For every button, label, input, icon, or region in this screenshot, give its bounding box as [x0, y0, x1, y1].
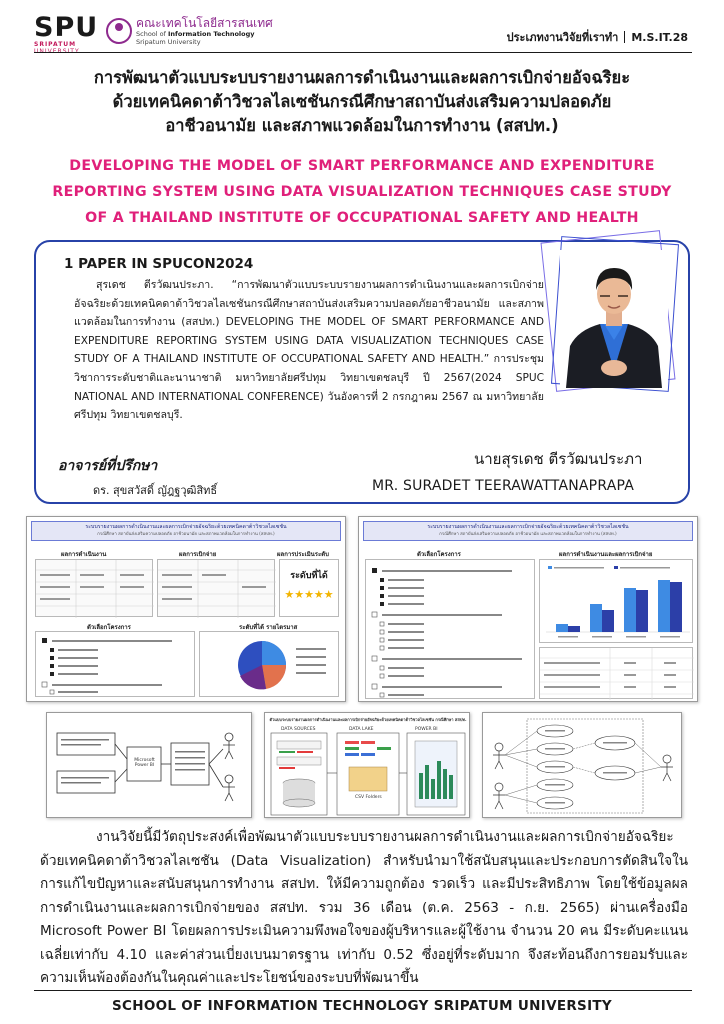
spu-logo-text: SPU	[34, 12, 99, 43]
title-english-line: OF A THAILAND INSTITUTE OF OCCUPATIONAL SAFETY AND HEALTH	[85, 210, 639, 226]
page-header	[0, 0, 724, 52]
diagram1-powerbi-label: Microsoft Power BI	[134, 758, 155, 768]
research-summary: งานวิจัยนี้มีวัตถุประสงค์เพื่อพัฒนาตัวแบบระบบรายงานผลการดำเนินงานและผลการเบิกจ่ายอัจฉริยะด้วยเทคนิคดาต้าวิชวลไลเซชัน (Data Visualization) สำหรับนำมาใช้สนับสนุนและประกอบการตัดสินใจในการแก้ไขปัญหาและสนับสนุนการทำงาน สสปท. ให้มีความถูกต้อง รวดเร็ว และมีประสิทธิภาพ โดยใช้ข้อมูลผลการดำเนินงานและผลการเบิกจ่ายของ สสปท. รวม 36 เดือน (ต.ค. 2563 - ก.ย. 2565) ผ่านเครื่องมือ Microsoft Power BI โดยผลการประเมินความพึงพอใจของผู้บริหารและผู้ใช้งาน จำนวน 20 คน มีระดับคะแนนเฉลี่ยเท่ากับ 4.10 และค่าส่วนเบี่ยงเบนมาตรฐาน เท่ากับ 0.52 ซึ่งอยู่ที่ระดับมาก จึงสะท้อนถึงการยอมรับและความเห็นพ้องต้องกันในคุณค่าและประโยชน์ของระบบที่พัฒนาขึ้น	[40, 829, 688, 986]
student-name-en: MR. SURADET TEERAWATTANAPRAPA	[372, 478, 634, 494]
title-thai	[40, 66, 684, 138]
diagram2-title: ตัวแบบระบบรายงานผลการดำเนินงานและผลการเบิกจ่ายอัจฉริยะด้วยเทคนิคดาต้าวิชวลไลเซชัน กรณีศึกษา สสปท.	[269, 717, 467, 722]
dashboard2-data-table	[539, 647, 693, 699]
faculty-name-th: คณะเทคโนโลยีสารสนเทศ	[136, 16, 273, 30]
dashboard1-header	[31, 521, 341, 541]
paper-citation: สุรเดช ตีรวัฒนประภา. “การพัฒนาตัวแบบระบบรายงานผลการดำเนินงานและผลการเบิกจ่ายอัจฉริยะด้วยเทคนิคดาต้าวิชวลไลเซชันกรณีศึกษาสถาบันส่งเสริมความปลอดภัยอาชีวอนามัย และสภาพแวดล้อมในการทำงาน (สสปท.) DEVELOPING THE MODEL OF SMART PERFORMANCE AND EXPENDITURE REPORTING SYSTEM USING DATA VISUALIZATION TECHNIQUES CASE STUDY OF A THAILAND INSTITUTE OF OCCUPATIONAL SAFETY AND HEALTH.” การประชุมวิชาการระดับชาติและนานาชาติ มหาวิทยาลัยศรีปทุม วิทยาเขตชลบุรี ปี 2567(2024 SPUC NATIONAL AND INTERNATIONAL CONFERENCE) วันอังคารที่ 2 กรกฎาคม 2567 ณ มหาวิทยาลัยศรีปทุม วิทยาเขตชลบุรี.	[74, 279, 544, 422]
dashboard1-filter-title: ตัวเลือกโครงการ	[87, 624, 131, 631]
dashboard1-rating-card	[279, 559, 339, 617]
research-category	[507, 28, 688, 46]
category-label: ประเภทงานวิจัยที่เราทำ	[506, 31, 619, 44]
header-divider	[34, 52, 692, 53]
dashboard2-header	[363, 521, 693, 541]
dashboard2-filter-title: ตัวเลือกโครงการ	[417, 551, 461, 558]
paper-heading: 1 PAPER IN SPUCON2024	[64, 256, 254, 272]
diagram2-col3: POWER BI	[415, 727, 438, 732]
title-thai-line: อาชีวอนามัย และสภาพแวดล้อมในการทำงาน (สสปท.)	[165, 116, 559, 135]
title-english	[40, 153, 684, 231]
dashboard1-panel1-title: ผลการดำเนินงาน	[61, 551, 107, 558]
dashboard2-title: ระบบรายงานผลการดำเนินงานและผลการเบิกจ่ายอัจฉริยะด้วยเทคนิคดาต้าวิชวลไลเซชัน	[427, 524, 629, 530]
title-english-line: DEVELOPING THE MODEL OF SMART PERFORMANCE AND EXPENDITURE	[69, 158, 655, 174]
dashboard-screenshot-1	[26, 516, 346, 702]
title-thai-line: การพัฒนาตัวแบบระบบรายงานผลการดำเนินงานและผลการเบิกจ่ายอัจฉริยะ	[93, 68, 631, 87]
spu-logo	[34, 14, 104, 48]
faculty-logo	[106, 14, 273, 48]
dashboard1-expenditure-table	[157, 559, 275, 617]
diagram2-col1: DATA SOURCES	[281, 727, 316, 732]
student-name-th: นายสุรเดช ตีรวัฒนประภา	[474, 450, 643, 468]
dashboard1-panel3-title: ผลการประเมินระดับ	[277, 551, 329, 558]
dashboard1-rating-label: ระดับที่ได้	[290, 571, 328, 581]
title-thai-line: ด้วยเทคนิคดาต้าวิชวลไลเซชันกรณีศึกษาสถาบันส่งเสริมความปลอดภัย	[112, 92, 612, 111]
page-footer: SCHOOL OF INFORMATION TECHNOLOGY SRIPATUM UNIVERSITY	[112, 998, 612, 1014]
title-english-line: REPORTING SYSTEM USING DATA VISUALIZATION TECHNIQUES CASE STUDY	[52, 184, 672, 200]
student-photo	[560, 250, 668, 388]
diagram-architecture	[264, 712, 470, 818]
faculty-emblem-icon	[106, 18, 132, 44]
diagram-data-flow	[46, 712, 252, 818]
dashboard1-subtitle: กรณีศึกษา สถาบันส่งเสริมความปลอดภัย อาชีวอนามัย และสภาพแวดล้อมในการทำงาน (สสปท.)	[97, 532, 275, 537]
program-code: M.S.IT.28	[631, 31, 688, 44]
faculty-name-en: School of Information Technology	[136, 30, 255, 38]
advisor-heading: อาจารย์ที่ปรึกษา	[58, 458, 158, 474]
dashboard1-project-filter	[35, 631, 195, 697]
diagram-use-case	[482, 712, 682, 818]
footer-divider	[34, 990, 692, 991]
diagram2-csv-label: CSV Folders	[355, 795, 382, 800]
diagram2-col2: DATA LAKE	[349, 727, 374, 732]
dashboard1-rating-stars: ★★★★★	[284, 588, 334, 601]
dashboard1-performance-table	[35, 559, 153, 617]
dashboard2-subtitle: กรณีศึกษา สถาบันส่งเสริมความปลอดภัย อาชีวอนามัย และสภาพแวดล้อมในการทำงาน (สสปท.)	[439, 532, 617, 537]
dashboard1-pie-title: ระดับที่ได้ รายไตรมาส	[239, 624, 298, 631]
faculty-university-en: Sripatum University	[136, 38, 201, 46]
spu-logo-line1: SRIPATUM	[34, 41, 77, 48]
dashboard1-title: ระบบรายงานผลการดำเนินงานและผลการเบิกจ่ายอัจฉริยะด้วยเทคนิคดาต้าวิชวลไลเซชัน	[85, 524, 287, 530]
dashboard2-bar-chart	[539, 559, 693, 643]
dashboard2-project-filter	[365, 559, 535, 699]
dashboard1-panel2-title: ผลการเบิกจ่าย	[179, 551, 217, 558]
advisor-name: ดร. สุขสวัสดิ์ ญัฎฐวุฒิสิทธิ์	[93, 484, 218, 497]
dashboard-screenshot-2	[358, 516, 698, 702]
dashboard2-chart-title: ผลการดำเนินงานและผลการเบิกจ่าย	[559, 551, 653, 558]
dashboard1-pie-chart	[199, 631, 339, 697]
